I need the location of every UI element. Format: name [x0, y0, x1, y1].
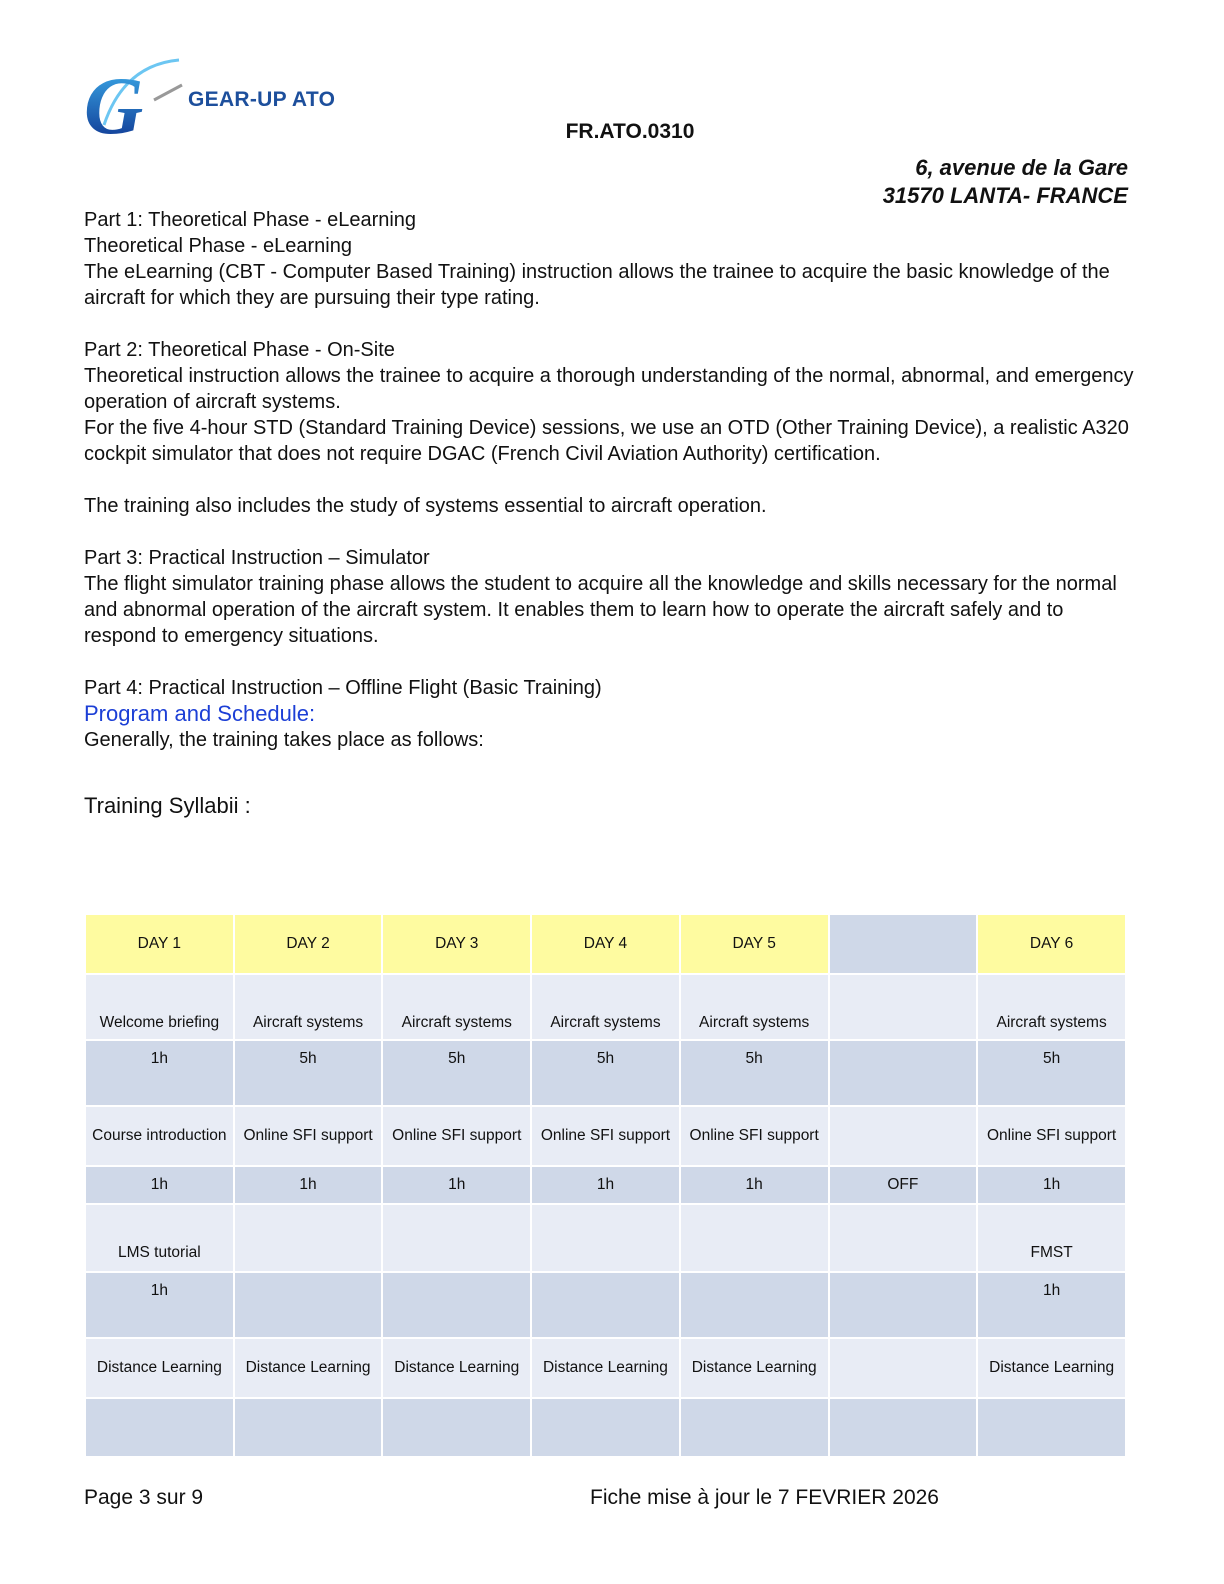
part2-title: Part 2: Theoretical Phase - On-Site: [84, 339, 395, 361]
table-cell: LMS tutorial: [86, 1205, 233, 1271]
table-cell: Distance Learning: [383, 1339, 530, 1397]
table-header-cell: DAY 6: [978, 915, 1125, 973]
table-row: [86, 1107, 1125, 1165]
table-cell: 1h: [681, 1167, 828, 1203]
table-cell: [532, 1205, 679, 1271]
table-cell: [681, 1205, 828, 1271]
table-header-cell: DAY 5: [681, 915, 828, 973]
table-cell: [532, 1399, 679, 1456]
table-cell: [830, 1041, 977, 1105]
table-cell: 1h: [978, 1273, 1125, 1337]
table-cell: [830, 1205, 977, 1271]
table-cell: 1h: [86, 1167, 233, 1203]
table-cell: [383, 1273, 530, 1337]
address: [883, 154, 1128, 210]
table-cell: 5h: [978, 1041, 1125, 1105]
table-cell: Distance Learning: [532, 1339, 679, 1397]
table-cell: [830, 975, 977, 1039]
part1-text: The eLearning (CBT - Computer Based Training) instruction allows the trainee to acquire the basic knowledge of the aircraft for which they are pursuing their type rating.: [84, 261, 1110, 309]
table-cell: [86, 1399, 233, 1456]
table-cell: Distance Learning: [86, 1339, 233, 1397]
part2-text-2: For the five 4-hour STD (Standard Training Device) sessions, we use an OTD (Other Training Device), a realistic A320 cockpit simulator that does not require DGAC (French Civil Aviation Authority) certification.: [84, 417, 1129, 465]
table-cell: Aircraft systems: [383, 975, 530, 1039]
table-cell: Aircraft systems: [681, 975, 828, 1039]
table-row: [86, 1339, 1125, 1397]
schedule-table: [84, 913, 1127, 1458]
table-header-cell: DAY 4: [532, 915, 679, 973]
table-cell: 1h: [86, 1041, 233, 1105]
table-cell: [532, 1273, 679, 1337]
table-row: [86, 1205, 1125, 1271]
table-header-row: [86, 915, 1125, 973]
part2-text-1: Theoretical instruction allows the trainee to acquire a thorough understanding of the normal, abnormal, and emergency operation of aircraft systems.: [84, 365, 1134, 413]
table-cell: OFF: [830, 1167, 977, 1203]
table-cell: Welcome briefing: [86, 975, 233, 1039]
table-cell: [235, 1399, 382, 1456]
table-cell: 1h: [532, 1167, 679, 1203]
table-cell: 1h: [235, 1167, 382, 1203]
table-cell: [681, 1273, 828, 1337]
part1-title: Part 1: Theoretical Phase - eLearning: [84, 209, 417, 231]
table-cell: [830, 1273, 977, 1337]
table-cell: Course introduction: [86, 1107, 233, 1165]
table-cell: [978, 1399, 1125, 1456]
document-reference: FR.ATO.0310: [565, 120, 695, 143]
update-date: Fiche mise à jour le 7 FEVRIER 2026: [590, 1486, 939, 1509]
table-cell: Aircraft systems: [978, 975, 1125, 1039]
table-cell: Aircraft systems: [235, 975, 382, 1039]
part3-title: Part 3: Practical Instruction – Simulator: [84, 547, 430, 569]
table-cell: [830, 1107, 977, 1165]
part4-title: Part 4: Practical Instruction – Offline Flight (Basic Training): [84, 677, 602, 699]
page-number: Page 3 sur 9: [84, 1486, 204, 1509]
program-heading: Program and Schedule:: [84, 701, 316, 726]
table-cell: [383, 1399, 530, 1456]
table-cell: 1h: [383, 1167, 530, 1203]
table-cell: Online SFI support: [681, 1107, 828, 1165]
table-header-cell: DAY 1: [86, 915, 233, 973]
table-cell: Distance Learning: [978, 1339, 1125, 1397]
table-row: [86, 975, 1125, 1039]
table-row: [86, 1167, 1125, 1203]
table-cell: Online SFI support: [532, 1107, 679, 1165]
part2-text-3: The training also includes the study of systems essential to aircraft operation.: [84, 495, 767, 517]
program-text: Generally, the training takes place as follows:: [84, 729, 484, 751]
address-line-2: 31570 LANTA- FRANCE: [882, 183, 1128, 208]
table-header-cell: DAY 3: [383, 915, 530, 973]
table-cell: [830, 1399, 977, 1456]
table-cell: [383, 1205, 530, 1271]
table-cell: 1h: [978, 1167, 1125, 1203]
part3-text: The flight simulator training phase allows the student to acquire all the knowledge and skills necessary for the normal and abnormal operation of the aircraft system. It enables them to learn how to operate the aircraft safely and to respond to emergency situations.: [84, 573, 1117, 647]
table-cell: [235, 1205, 382, 1271]
table-header-cell: DAY 2: [235, 915, 382, 973]
table-cell: 1h: [86, 1273, 233, 1337]
table-cell: Distance Learning: [681, 1339, 828, 1397]
table-header-cell: [830, 915, 977, 973]
part1-subtitle: Theoretical Phase - eLearning: [84, 235, 352, 257]
table-cell: Online SFI support: [383, 1107, 530, 1165]
table-row: [86, 1399, 1125, 1456]
syllabii-label: Training Syllabii :: [84, 793, 251, 818]
table-cell: 5h: [532, 1041, 679, 1105]
table-cell: [681, 1399, 828, 1456]
svg-text:G: G: [84, 60, 144, 140]
table-cell: [830, 1339, 977, 1397]
logo-text: GEAR-UP ATO: [188, 88, 336, 111]
table-row: [86, 1273, 1125, 1337]
table-cell: Online SFI support: [235, 1107, 382, 1165]
document-body: [84, 207, 1134, 819]
address-line-1: 6, avenue de la Gare: [915, 155, 1128, 180]
table-cell: 5h: [383, 1041, 530, 1105]
table-cell: 5h: [681, 1041, 828, 1105]
table-cell: Distance Learning: [235, 1339, 382, 1397]
table-cell: Online SFI support: [978, 1107, 1125, 1165]
table-cell: FMST: [978, 1205, 1125, 1271]
table-cell: Aircraft systems: [532, 975, 679, 1039]
table-row: [86, 1041, 1125, 1105]
table-cell: 5h: [235, 1041, 382, 1105]
table-cell: [235, 1273, 382, 1337]
